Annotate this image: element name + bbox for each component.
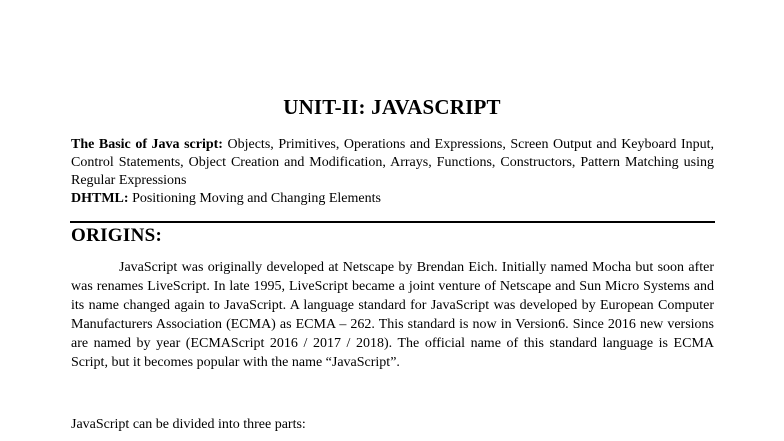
syllabus-dhtml <box>71 190 714 208</box>
origins-paragraph: JavaScript was originally developed at Netscape by Brendan Eich. Initially named Mocha but soon after was renames LiveScript. In late 1995, LiveScript became a joint venture of Netscape and Sun Micro Systems and its name changed again to JavaScript. A language standard for JavaScript was developed by European Computer Manufacturers Association (ECMA) as ECMA – 262. This standard is now in Version6. Since 2016 new versions are named by year (ECMAScript 2016 / 2017 / 2018). The official name of this standard language is ECMA Script, but it becomes popular with the name “JavaScript”. <box>71 260 714 370</box>
syllabus-basics-label: The Basic of Java script: <box>71 137 223 152</box>
section-heading-origins: ORIGINS: <box>71 225 163 246</box>
syllabus-basics <box>71 136 714 190</box>
page-title: UNIT-II: JAVASCRIPT <box>283 95 501 119</box>
syllabus-basics-text: Objects, Primitives, Operations and Expressions, Screen Output and Keyboard Input, Control Statements, Object Creation and Modification, Arrays, Functions, Constructors, Pattern Matching using Regular Expressions <box>71 137 714 188</box>
syllabus-dhtml-text: Positioning Moving and Changing Elements <box>128 191 381 206</box>
parts-intro-text: JavaScript can be divided into three parts: <box>71 417 306 432</box>
syllabus-block <box>71 136 714 208</box>
syllabus-dhtml-label: DHTML: <box>71 191 129 206</box>
horizontal-divider <box>70 221 715 223</box>
